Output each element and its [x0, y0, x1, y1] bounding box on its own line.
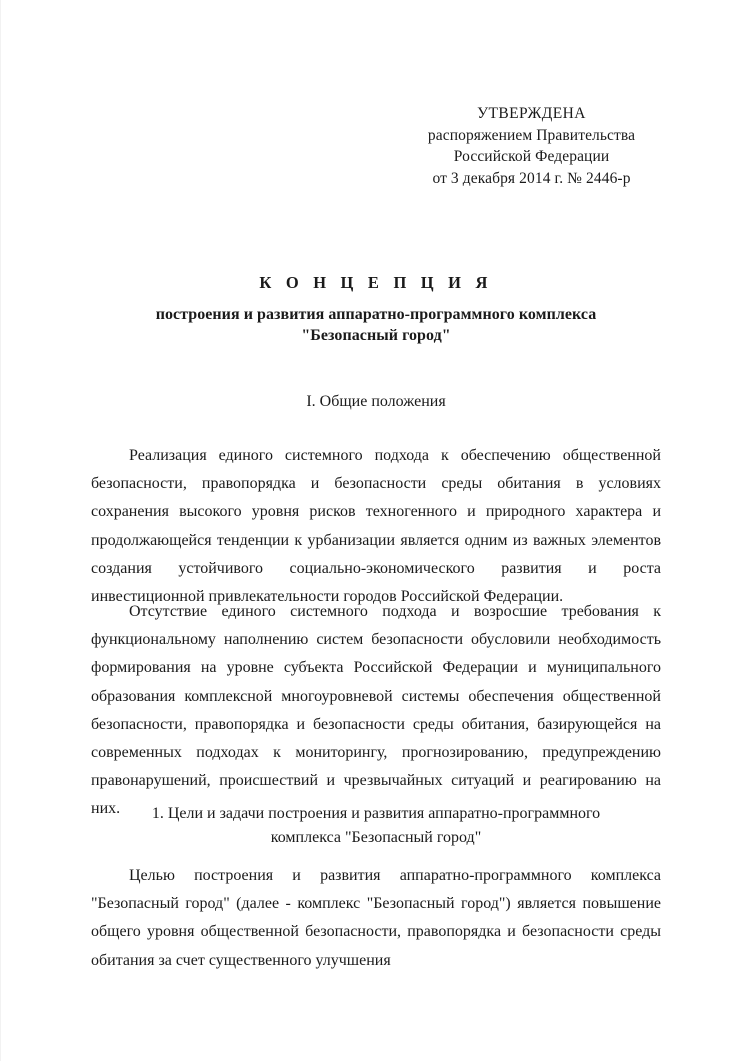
document-title-subtitle-line1: построения и развития аппаратно-программного комплекса	[155, 306, 597, 323]
paragraph-goal-of-complex: Целью построения и развития аппаратно-программного комплекса "Безопасный город" (далее - комплекс "Безопасный город") является повышение общего уровня общественной безопасности, правопорядка и безопасности среды обитания за счет существенного улучшения	[91, 867, 661, 969]
document-title-main: К О Н Ц Е П Ц И Я	[259, 273, 493, 292]
subsection-heading-goals-and-tasks	[91, 802, 661, 850]
subsection-heading-line2: комплекса "Безопасный город"	[270, 829, 482, 846]
subsection-heading-line1: 1. Цели и задачи построения и развития аппаратно-программного	[151, 805, 601, 822]
approval-line-authority: распоряжением Правительства	[427, 126, 636, 144]
paragraph-absence-of-approach: Отсутствие единого системного подхода и возросшие требования к функциональному наполнению систем безопасности обусловили необходимость формирования на уровне субъекта Российской Федерации и муниципального образования комплексной многоуровневой системы обеспечения общественной безопасности, правопорядка и безопасности среды обитания, базирующейся на современных подходах к мониторингу, прогнозированию, предупреждению правонарушений, происшествий и чрезвычайных ситуаций и реагированию на них.	[91, 603, 661, 818]
document-title-subtitle-line2: "Безопасный город"	[301, 327, 451, 344]
approval-block	[399, 103, 664, 189]
approval-line-date-number: от 3 декабря 2014 г. № 2446-р	[432, 169, 631, 187]
approval-line-country: Российской Федерации	[453, 148, 610, 165]
document-title	[91, 272, 661, 346]
section-heading-general-provisions: I. Общие положения	[306, 393, 446, 410]
paragraph-unified-approach: Реализация единого системного подхода к обеспечению общественной безопасности, правопорядка и безопасности среды обитания в условиях сохранения высокого уровня рисков техногенного и природного характера и продолжающейся тенденции к урбанизации является одним из важных элементов создания устойчивого социально-экономического развития и роста инвестиционной привлекательности городов Российской Федерации.	[91, 447, 661, 606]
approval-line-approved: УТВЕРЖДЕНА	[477, 105, 586, 122]
